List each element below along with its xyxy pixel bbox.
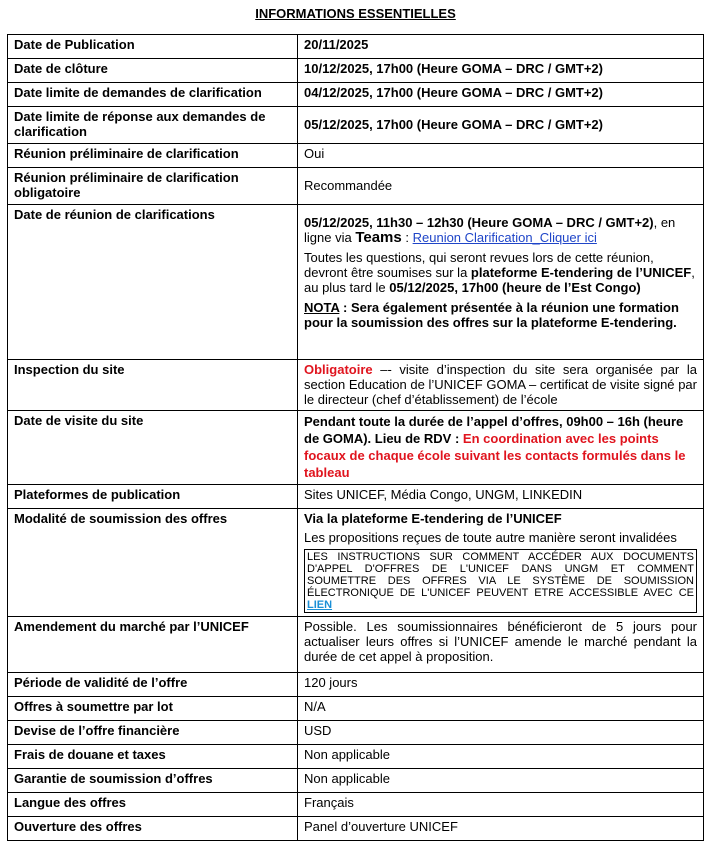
instructions-box	[304, 549, 697, 613]
row-label: Modalité de soumission des offres	[8, 509, 298, 617]
row-value	[298, 360, 704, 411]
visit-period: Pendant toute la durée de l’appel d’offres, 09h00 – 16h (heure de GOMA). Lieu de RDV :	[304, 414, 684, 446]
row-value: 10/12/2025, 17h00 (Heure GOMA – DRC / GMT+2)	[298, 59, 704, 83]
row-label: Date de clôture	[8, 59, 298, 83]
row-value: 20/11/2025	[298, 35, 704, 59]
row-value: Français	[298, 793, 704, 817]
table-row	[8, 35, 704, 59]
row-label: Date de réunion de clarifications	[8, 205, 298, 360]
row-label: Réunion préliminaire de clarification obligatoire	[8, 168, 298, 205]
platform-name: plateforme E-tendering de l’UNICEF	[470, 265, 692, 280]
table-row	[8, 205, 704, 360]
table-row	[8, 168, 704, 205]
row-value: Sites UNICEF, Média Congo, UNGM, LINKEDIN	[298, 485, 704, 509]
meeting-date: 05/12/2025, 11h30 – 12h30 (Heure GOMA – DRC / GMT+2)	[304, 215, 654, 230]
row-value: N/A	[298, 697, 704, 721]
meeting-link[interactable]: Reunion Clarification_Cliquer ici	[412, 230, 597, 245]
nota-text: : Sera également présentée à la réunion une formation pour la soumission des offres sur la plateforme E-tendering.	[304, 300, 679, 330]
row-label: Date de visite du site	[8, 411, 298, 485]
table-row	[8, 59, 704, 83]
row-value: Panel d’ouverture UNICEF	[298, 817, 704, 841]
row-value	[298, 205, 704, 360]
row-label: Garantie de soumission d’offres	[8, 769, 298, 793]
row-label: Période de validité de l’offre	[8, 673, 298, 697]
table-row	[8, 411, 704, 485]
questions-text: Toutes les questions, qui seront revues lors de cette réunion, devront être soumises sur la	[304, 250, 654, 280]
row-label: Langue des offres	[8, 793, 298, 817]
row-value: Non applicable	[298, 769, 704, 793]
table-row	[8, 697, 704, 721]
table-row	[8, 83, 704, 107]
nota-label: NOTA	[304, 300, 340, 315]
row-label: Amendement du marché par l’UNICEF	[8, 617, 298, 673]
row-value: Non applicable	[298, 745, 704, 769]
visit-location: En coordination avec les points focaux de chaque école suivant les contacts formulés dans le tableau	[304, 431, 686, 480]
row-label: Date limite de réponse aux demandes de clarification	[8, 107, 298, 144]
submission-method: Via la plateforme E-tendering de l’UNICEF	[304, 511, 562, 526]
instructions-link[interactable]: LIEN	[307, 599, 333, 611]
row-label: Offres à soumettre par lot	[8, 697, 298, 721]
table-row	[8, 509, 704, 617]
row-value: Possible. Les soumissionnaires bénéficieront de 5 jours pour actualiser leurs offres si l’UNICEF amende le marché pendant la durée de cet appel à proposition.	[298, 617, 704, 673]
mandatory-badge: Obligatoire	[304, 362, 373, 377]
deadline-prefix: , au plus tard le	[304, 265, 695, 295]
meeting-via: , en ligne via	[304, 215, 676, 245]
row-value: Recommandée	[298, 168, 704, 205]
questions-paragraph	[304, 250, 697, 295]
page-title: INFORMATIONS ESSENTIELLES	[255, 6, 456, 21]
table-row	[8, 673, 704, 697]
table-row	[8, 745, 704, 769]
teams-label: Teams	[355, 229, 402, 246]
table-row	[8, 360, 704, 411]
row-label: Devise de l’offre financière	[8, 721, 298, 745]
row-label: Ouverture des offres	[8, 817, 298, 841]
table-row	[8, 793, 704, 817]
row-label: Date de Publication	[8, 35, 298, 59]
instructions-text: LES INSTRUCTIONS SUR COMMENT ACCÉDER AUX DOCUMENTS D'APPEL D'OFFRES DE L'UNICEF DANS UNGM ET COMMENT SOUMETTRE DES OFFRES VIA LE SYSTÈME DE SOUMISSION ÉLECTRONIQUE DE L'UNICEF PEUVENT ETRE ACCESSIBLE AVEC CE	[307, 551, 694, 599]
table-row	[8, 817, 704, 841]
inspection-text: –- visite d’inspection du site sera organisée par la section Education de l’UNICEF GOMA – certificat de visite signé par le directeur (chef d’établissement) de l’école	[304, 362, 697, 407]
row-label: Frais de douane et taxes	[8, 745, 298, 769]
row-label: Plateformes de publication	[8, 485, 298, 509]
nota-paragraph	[304, 300, 697, 330]
row-value: USD	[298, 721, 704, 745]
colon-text: :	[401, 230, 409, 245]
info-table	[7, 34, 704, 841]
table-row	[8, 721, 704, 745]
table-row	[8, 769, 704, 793]
table-row	[8, 107, 704, 144]
row-value	[298, 411, 704, 485]
row-value: 120 jours	[298, 673, 704, 697]
table-row	[8, 485, 704, 509]
questions-deadline: 05/12/2025, 17h00 (heure de l’Est Congo)	[389, 280, 641, 295]
row-value: 05/12/2025, 17h00 (Heure GOMA – DRC / GMT+2)	[298, 107, 704, 144]
table-row	[8, 144, 704, 168]
row-value: 04/12/2025, 17h00 (Heure GOMA – DRC / GMT+2)	[298, 83, 704, 107]
row-value: Oui	[298, 144, 704, 168]
meeting-line	[304, 215, 697, 245]
row-label: Inspection du site	[8, 360, 298, 411]
row-value	[298, 509, 704, 617]
row-label: Réunion préliminaire de clarification	[8, 144, 298, 168]
row-label: Date limite de demandes de clarification	[8, 83, 298, 107]
submission-note: Les propositions reçues de toute autre manière seront invalidées	[304, 530, 677, 545]
table-row	[8, 617, 704, 673]
